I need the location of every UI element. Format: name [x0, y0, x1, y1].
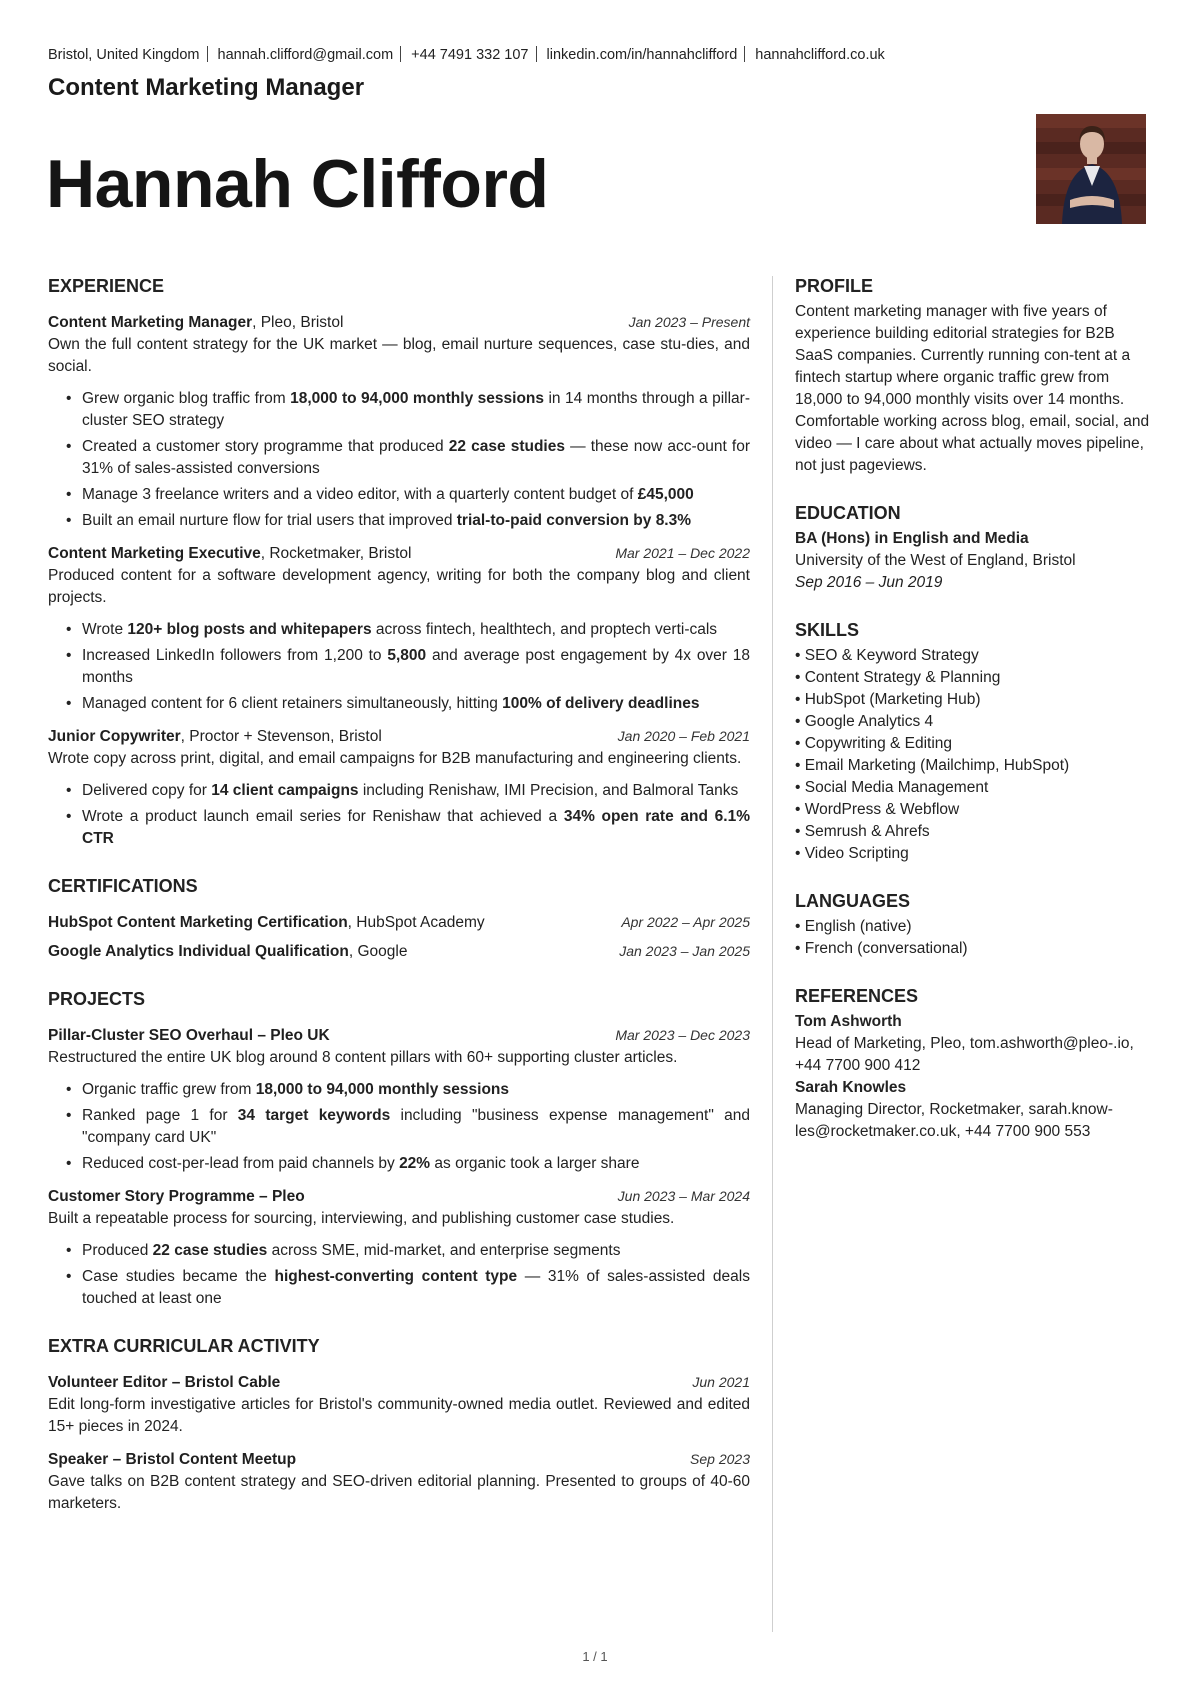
list-item: • Google Analytics 4 [795, 711, 1150, 733]
contact-email[interactable]: hannah.clifford@gmail.com [217, 47, 394, 63]
contact-website[interactable]: hannahclifford.co.uk [755, 47, 885, 63]
certification-date: Jan 2023 – Jan 2025 [619, 943, 750, 959]
experience-role: Junior Copywriter [48, 728, 181, 745]
main-column [48, 276, 750, 1541]
languages-list [795, 916, 1150, 960]
experience-date: Jan 2023 – Present [628, 314, 750, 330]
activity-entry [48, 1448, 750, 1515]
list-item: • Social Media Management [795, 777, 1150, 799]
activity-description: Edit long-form investigative articles for Bristol's community-owned media outlet. Reviewed and edited 15+ pieces in 2024. [48, 1396, 750, 1435]
project-description: Restructured the entire UK blog around 8 content pillars with 60+ supporting cluster articles. [48, 1049, 678, 1066]
experience-org: , Rocketmaker, Bristol [260, 545, 412, 562]
section-title-skills: SKILLS [795, 620, 860, 640]
certifications-section [48, 876, 750, 963]
experience-role: Content Marketing Executive [48, 545, 261, 562]
section-title-profile: PROFILE [795, 276, 874, 296]
page-number: 1 / 1 [582, 1649, 608, 1664]
list-item: • Organic traffic grew from 18,000 to 94,000 monthly sessions [82, 1079, 750, 1101]
list-item: • WordPress & Webflow [795, 799, 1150, 821]
list-item: • Semrush & Ahrefs [795, 821, 1150, 843]
list-item: • Manage 3 freelance writers and a video editor, with a quarterly content budget of £45,000 [82, 484, 750, 506]
certification-row: Google Analytics Individual Qualification, Google Jan 2023 – Jan 2025 [48, 940, 750, 963]
contact-phone[interactable]: +44 7491 332 107 [411, 47, 529, 63]
experience-date: Jan 2020 – Feb 2021 [617, 728, 750, 744]
project-bullets [48, 1079, 750, 1175]
project-date: Mar 2023 – Dec 2023 [615, 1027, 750, 1043]
section-title-languages: LANGUAGES [795, 891, 911, 911]
separator [400, 46, 401, 62]
contact-linkedin[interactable]: linkedin.com/in/hannahclifford [546, 47, 738, 63]
languages-section [795, 891, 1150, 960]
activity-date: Jun 2021 [692, 1374, 750, 1390]
experience-bullets [48, 780, 750, 850]
list-item: • HubSpot (Marketing Hub) [795, 689, 1150, 711]
project-entry [48, 1185, 750, 1310]
skills-list [795, 645, 1150, 865]
education-section [795, 503, 1150, 594]
experience-description: Wrote copy across print, digital, and email campaigns for B2B manufacturing and engineering clients. [48, 750, 742, 767]
list-item: • Produced 22 case studies across SME, mid-market, and enterprise segments [82, 1240, 750, 1262]
list-item: • English (native) [795, 916, 1150, 938]
experience-date: Mar 2021 – Dec 2022 [615, 545, 750, 561]
reference-detail: Head of Marketing, Pleo, tom.ashworth@pleo-.io, +44 7700 900 412 [795, 1035, 1134, 1074]
activity-date: Sep 2023 [690, 1451, 750, 1467]
education-degree: BA (Hons) in English and Media [795, 530, 1029, 547]
experience-section [48, 276, 750, 850]
profile-text: Content marketing manager with five years of experience building editorial strategies for B2B SaaS companies. Currently running con-tent at a fintech startup where organic traffic grew from 18,000 to 94,000 monthly visits over 14 months. Comfortable working across blog, email, social, and video — I care about what actually moves pipeline, not just pageviews. [795, 303, 1150, 474]
projects-section [48, 989, 750, 1310]
job-title: Content Marketing Manager [48, 74, 365, 101]
experience-bullets [48, 619, 750, 715]
skills-section [795, 620, 1150, 865]
section-title-extra: EXTRA CURRICULAR ACTIVITY [48, 1336, 320, 1356]
list-item: • Delivered copy for 14 client campaigns including Renishaw, IMI Precision, and Balmoral Tanks [82, 780, 750, 802]
project-date: Jun 2023 – Mar 2024 [617, 1188, 750, 1204]
project-title: Pillar-Cluster SEO Overhaul – Pleo UK [48, 1027, 330, 1044]
list-item: • Reduced cost-per-lead from paid channels by 22% as organic took a larger share [82, 1153, 750, 1175]
certification-date: Apr 2022 – Apr 2025 [621, 914, 750, 930]
project-title: Customer Story Programme – Pleo [48, 1188, 305, 1205]
list-item: • Ranked page 1 for 34 target keywords including "business expense management" and "company card UK" [82, 1105, 750, 1149]
profile-photo [1036, 114, 1146, 224]
reference-name: Tom Ashworth [795, 1013, 902, 1030]
project-entry [48, 1024, 750, 1175]
section-title-certifications: CERTIFICATIONS [48, 876, 198, 896]
list-item: • Managed content for 6 client retainers simultaneously, hitting 100% of delivery deadlines [82, 693, 750, 715]
contact-location: Bristol, United Kingdom [48, 47, 200, 63]
activity-title: Speaker – Bristol Content Meetup [48, 1451, 297, 1468]
list-item: • Wrote a product launch email series for Renishaw that achieved a 34% open rate and 6.1% CTR [82, 806, 750, 850]
sidebar-column [795, 276, 1150, 1169]
list-item: • Created a customer story programme that produced 22 case studies — these now acc-ount for 31% of sales-assisted conversions [82, 436, 750, 480]
section-title-education: EDUCATION [795, 503, 901, 523]
section-title-experience: EXPERIENCE [48, 276, 165, 296]
section-title-projects: PROJECTS [48, 989, 146, 1009]
candidate-name: Hannah Clifford [46, 146, 549, 222]
education-date: Sep 2016 – Jun 2019 [795, 574, 943, 591]
list-item: • SEO & Keyword Strategy [795, 645, 1150, 667]
list-item: • Built an email nurture flow for trial users that improved trial-to-paid conversion by 8.3% [82, 510, 750, 532]
list-item: • Grew organic blog traffic from 18,000 to 94,000 monthly sessions in 14 months through a pillar-cluster SEO strategy [82, 388, 750, 432]
separator [744, 46, 745, 62]
list-item: • Video Scripting [795, 843, 1150, 865]
separator [207, 46, 208, 62]
list-item: • Email Marketing (Mailchimp, HubSpot) [795, 755, 1150, 777]
experience-org: , Pleo, Bristol [252, 314, 344, 331]
experience-description: Produced content for a software development agency, writing for both the company blog and client projects. [48, 567, 750, 606]
references-section [795, 986, 1150, 1143]
list-item: • Increased LinkedIn followers from 1,200 to 5,800 and average post engagement by 4x over 18 months [82, 645, 750, 689]
column-divider [772, 276, 773, 1632]
experience-description: Own the full content strategy for the UK market — blog, email nurture sequences, case stu-dies, and social. [48, 336, 750, 375]
reference-detail: Managing Director, Rocketmaker, sarah.know-les@rocketmaker.co.uk, +44 7700 900 553 [795, 1101, 1113, 1140]
profile-photo-image [1036, 114, 1146, 224]
experience-org: , Proctor + Stevenson, Bristol [180, 728, 382, 745]
separator [536, 46, 537, 62]
list-item: • French (conversational) [795, 938, 1150, 960]
activity-title: Volunteer Editor – Bristol Cable [48, 1374, 281, 1391]
section-title-references: REFERENCES [795, 986, 919, 1006]
project-description: Built a repeatable process for sourcing, interviewing, and publishing customer case studies. [48, 1210, 675, 1227]
experience-entry [48, 725, 750, 850]
activity-entry [48, 1371, 750, 1438]
list-item: • Wrote 120+ blog posts and whitepapers across fintech, healthtech, and proptech verti-cals [82, 619, 750, 641]
experience-entry [48, 542, 750, 715]
list-item: • Content Strategy & Planning [795, 667, 1150, 689]
experience-entry [48, 311, 750, 532]
experience-role: Content Marketing Manager [48, 314, 253, 331]
activity-description: Gave talks on B2B content strategy and SEO-driven editorial planning. Presented to groups of 40-60 marketers. [48, 1473, 750, 1512]
contact-bar [48, 46, 885, 63]
education-school: University of the West of England, Bristol [795, 552, 1076, 569]
profile-section [795, 276, 1150, 477]
experience-bullets [48, 388, 750, 532]
project-bullets [48, 1240, 750, 1310]
list-item: • Copywriting & Editing [795, 733, 1150, 755]
list-item: • Case studies became the highest-converting content type — 31% of sales-assisted deals touched at least one [82, 1266, 750, 1310]
reference-name: Sarah Knowles [795, 1079, 907, 1096]
extra-curricular-section [48, 1336, 750, 1515]
certification-row: HubSpot Content Marketing Certification, HubSpot Academy Apr 2022 – Apr 2025 [48, 911, 750, 934]
